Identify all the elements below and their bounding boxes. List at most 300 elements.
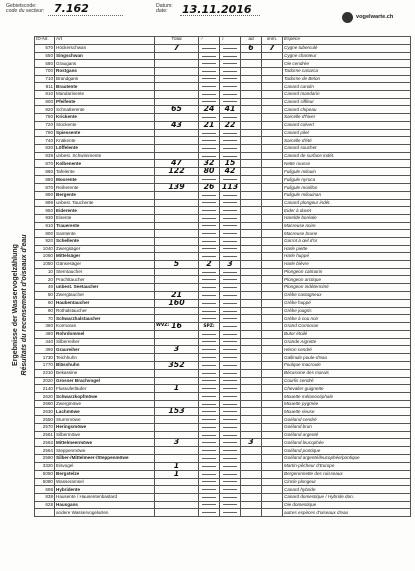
cell-imm[interactable] bbox=[262, 106, 283, 114]
cell-total[interactable] bbox=[155, 276, 199, 284]
cell-imm[interactable] bbox=[262, 268, 283, 276]
cell-total[interactable] bbox=[155, 168, 199, 176]
cell-imm[interactable] bbox=[262, 222, 283, 230]
cell-female[interactable] bbox=[220, 121, 241, 129]
cell-male[interactable] bbox=[199, 284, 220, 292]
cell-male[interactable] bbox=[199, 253, 220, 261]
cell-ad[interactable] bbox=[241, 393, 262, 401]
cell-imm[interactable] bbox=[262, 478, 283, 486]
cell-male[interactable] bbox=[199, 268, 220, 276]
cell-male[interactable] bbox=[199, 98, 220, 106]
cell-total[interactable] bbox=[155, 145, 199, 153]
cell-ad[interactable] bbox=[241, 431, 262, 439]
cell-total[interactable] bbox=[155, 230, 199, 238]
cell-ad[interactable] bbox=[241, 222, 262, 230]
cell-ad[interactable] bbox=[241, 176, 262, 184]
cell-female[interactable] bbox=[220, 439, 241, 447]
cell-ad[interactable] bbox=[241, 509, 262, 517]
cell-total[interactable] bbox=[155, 299, 199, 307]
cell-ad[interactable] bbox=[241, 276, 262, 284]
cell-male[interactable] bbox=[199, 245, 220, 253]
cell-male[interactable] bbox=[199, 83, 220, 91]
cell-total[interactable] bbox=[155, 385, 199, 393]
cell-imm[interactable] bbox=[262, 98, 283, 106]
cell-ad[interactable] bbox=[241, 493, 262, 501]
cell-female[interactable] bbox=[220, 315, 241, 323]
cell-male[interactable] bbox=[199, 276, 220, 284]
cell-imm[interactable] bbox=[262, 214, 283, 222]
cell-male[interactable] bbox=[199, 199, 220, 207]
cell-female[interactable] bbox=[220, 493, 241, 501]
cell-total[interactable] bbox=[155, 478, 199, 486]
cell-imm[interactable] bbox=[262, 393, 283, 401]
cell-male[interactable] bbox=[199, 455, 220, 463]
cell-imm[interactable] bbox=[262, 307, 283, 315]
cell-ad[interactable] bbox=[241, 114, 262, 122]
cell-ad[interactable] bbox=[241, 121, 262, 129]
cell-male[interactable] bbox=[199, 486, 220, 494]
cell-female[interactable] bbox=[220, 145, 241, 153]
cell-ad[interactable] bbox=[241, 268, 262, 276]
cell-male[interactable] bbox=[199, 400, 220, 408]
cell-total[interactable] bbox=[155, 424, 199, 432]
cell-ad[interactable] bbox=[241, 478, 262, 486]
cell-total[interactable] bbox=[155, 75, 199, 83]
cell-female[interactable] bbox=[220, 408, 241, 416]
cell-female[interactable] bbox=[220, 385, 241, 393]
cell-total[interactable] bbox=[155, 44, 199, 52]
cell-male[interactable] bbox=[199, 462, 220, 470]
cell-ad[interactable] bbox=[241, 83, 262, 91]
cell-total[interactable] bbox=[155, 268, 199, 276]
cell-imm[interactable] bbox=[262, 207, 283, 215]
cell-male[interactable] bbox=[199, 222, 220, 230]
cell-female[interactable] bbox=[220, 291, 241, 299]
cell-total[interactable] bbox=[155, 501, 199, 509]
cell-male[interactable] bbox=[199, 307, 220, 315]
cell-total[interactable] bbox=[155, 90, 199, 98]
cell-ad[interactable] bbox=[241, 338, 262, 346]
cell-total[interactable] bbox=[155, 222, 199, 230]
cell-imm[interactable] bbox=[262, 431, 283, 439]
cell-male[interactable] bbox=[199, 408, 220, 416]
cell-total[interactable] bbox=[155, 346, 199, 354]
cell-ad[interactable] bbox=[241, 214, 262, 222]
cell-imm[interactable] bbox=[262, 168, 283, 176]
cell-female[interactable] bbox=[220, 152, 241, 160]
cell-imm[interactable] bbox=[262, 486, 283, 494]
cell-imm[interactable] bbox=[262, 493, 283, 501]
cell-total[interactable] bbox=[155, 455, 199, 463]
cell-female[interactable] bbox=[220, 462, 241, 470]
cell-male[interactable] bbox=[199, 176, 220, 184]
cell-imm[interactable] bbox=[262, 330, 283, 338]
cell-male[interactable] bbox=[199, 509, 220, 517]
cell-ad[interactable] bbox=[241, 462, 262, 470]
cell-ad[interactable] bbox=[241, 230, 262, 238]
cell-male[interactable] bbox=[199, 106, 220, 114]
cell-total[interactable] bbox=[155, 253, 199, 261]
cell-female[interactable] bbox=[220, 447, 241, 455]
cell-female[interactable] bbox=[220, 268, 241, 276]
cell-female[interactable] bbox=[220, 307, 241, 315]
cell-imm[interactable] bbox=[262, 152, 283, 160]
cell-ad[interactable] bbox=[241, 400, 262, 408]
cell-imm[interactable] bbox=[262, 369, 283, 377]
cell-imm[interactable] bbox=[262, 400, 283, 408]
cell-male[interactable] bbox=[199, 424, 220, 432]
cell-imm[interactable] bbox=[262, 114, 283, 122]
cell-total[interactable] bbox=[155, 207, 199, 215]
cell-imm[interactable] bbox=[262, 385, 283, 393]
cell-female[interactable] bbox=[220, 470, 241, 478]
cell-total[interactable] bbox=[155, 52, 199, 60]
cell-ad[interactable] bbox=[241, 447, 262, 455]
cell-female[interactable] bbox=[220, 377, 241, 385]
cell-imm[interactable] bbox=[262, 338, 283, 346]
cell-female[interactable] bbox=[220, 44, 241, 52]
cell-imm[interactable] bbox=[262, 447, 283, 455]
cell-female[interactable] bbox=[220, 67, 241, 75]
cell-imm[interactable] bbox=[262, 291, 283, 299]
cell-total[interactable] bbox=[155, 486, 199, 494]
cell-imm[interactable] bbox=[262, 121, 283, 129]
cell-imm[interactable] bbox=[262, 160, 283, 168]
cell-ad[interactable] bbox=[241, 486, 262, 494]
cell-ad[interactable] bbox=[241, 98, 262, 106]
cell-imm[interactable] bbox=[262, 192, 283, 200]
cell-male[interactable] bbox=[199, 237, 220, 245]
cell-total[interactable] bbox=[155, 245, 199, 253]
cell-imm[interactable] bbox=[262, 439, 283, 447]
cell-female[interactable] bbox=[220, 137, 241, 145]
cell-male[interactable] bbox=[199, 439, 220, 447]
cell-female[interactable] bbox=[220, 299, 241, 307]
cell-ad[interactable] bbox=[241, 354, 262, 362]
cell-ad[interactable] bbox=[241, 346, 262, 354]
cell-imm[interactable] bbox=[262, 253, 283, 261]
cell-female[interactable] bbox=[220, 509, 241, 517]
cell-male[interactable] bbox=[199, 230, 220, 238]
cell-female[interactable] bbox=[220, 369, 241, 377]
cell-ad[interactable] bbox=[241, 207, 262, 215]
cell-imm[interactable] bbox=[262, 129, 283, 137]
cell-ad[interactable] bbox=[241, 253, 262, 261]
cell-male[interactable] bbox=[199, 145, 220, 153]
cell-ad[interactable] bbox=[241, 184, 262, 192]
cell-male[interactable] bbox=[199, 214, 220, 222]
cell-female[interactable] bbox=[220, 207, 241, 215]
cell-female[interactable] bbox=[220, 230, 241, 238]
cell-imm[interactable] bbox=[262, 354, 283, 362]
cell-total[interactable] bbox=[155, 377, 199, 385]
cell-male[interactable] bbox=[199, 44, 220, 52]
cell-imm[interactable] bbox=[262, 299, 283, 307]
cell-imm[interactable] bbox=[262, 90, 283, 98]
cell-imm[interactable] bbox=[262, 44, 283, 52]
cell-total[interactable] bbox=[155, 260, 199, 268]
cell-total[interactable] bbox=[155, 416, 199, 424]
cell-ad[interactable] bbox=[241, 315, 262, 323]
cell-imm[interactable] bbox=[262, 184, 283, 192]
cell-imm[interactable] bbox=[262, 408, 283, 416]
cell-imm[interactable] bbox=[262, 501, 283, 509]
cell-ad[interactable] bbox=[241, 330, 262, 338]
cell-total[interactable] bbox=[155, 322, 199, 330]
cell-ad[interactable] bbox=[241, 424, 262, 432]
cell-total[interactable] bbox=[155, 330, 199, 338]
cell-total[interactable] bbox=[155, 393, 199, 401]
cell-female[interactable] bbox=[220, 129, 241, 137]
cell-total[interactable] bbox=[155, 83, 199, 91]
cell-male[interactable] bbox=[199, 330, 220, 338]
cell-male[interactable] bbox=[199, 90, 220, 98]
cell-ad[interactable] bbox=[241, 260, 262, 268]
cell-total[interactable] bbox=[155, 408, 199, 416]
cell-female[interactable] bbox=[220, 393, 241, 401]
cell-imm[interactable] bbox=[262, 260, 283, 268]
cell-imm[interactable] bbox=[262, 346, 283, 354]
cell-male[interactable] bbox=[199, 377, 220, 385]
cell-ad[interactable] bbox=[241, 237, 262, 245]
cell-male[interactable] bbox=[199, 338, 220, 346]
cell-imm[interactable] bbox=[262, 416, 283, 424]
cell-ad[interactable] bbox=[241, 137, 262, 145]
cell-male[interactable] bbox=[199, 299, 220, 307]
cell-imm[interactable] bbox=[262, 67, 283, 75]
cell-female[interactable] bbox=[220, 90, 241, 98]
cell-total[interactable] bbox=[155, 369, 199, 377]
cell-female[interactable] bbox=[220, 455, 241, 463]
cell-ad[interactable] bbox=[241, 52, 262, 60]
cell-male[interactable] bbox=[199, 184, 220, 192]
cell-female[interactable] bbox=[220, 260, 241, 268]
cell-ad[interactable] bbox=[241, 60, 262, 68]
cell-ad[interactable] bbox=[241, 455, 262, 463]
cell-ad[interactable] bbox=[241, 75, 262, 83]
cell-imm[interactable] bbox=[262, 52, 283, 60]
cell-total[interactable] bbox=[155, 338, 199, 346]
cell-female[interactable] bbox=[220, 478, 241, 486]
cell-imm[interactable] bbox=[262, 237, 283, 245]
cell-total[interactable] bbox=[155, 60, 199, 68]
cell-total[interactable] bbox=[155, 439, 199, 447]
cell-female[interactable] bbox=[220, 98, 241, 106]
cell-ad[interactable] bbox=[241, 439, 262, 447]
cell-female[interactable] bbox=[220, 83, 241, 91]
cell-ad[interactable] bbox=[241, 199, 262, 207]
cell-ad[interactable] bbox=[241, 307, 262, 315]
cell-male[interactable] bbox=[199, 129, 220, 137]
cell-female[interactable] bbox=[220, 52, 241, 60]
cell-male[interactable] bbox=[199, 315, 220, 323]
cell-female[interactable] bbox=[220, 400, 241, 408]
cell-female[interactable] bbox=[220, 330, 241, 338]
cell-male[interactable] bbox=[199, 52, 220, 60]
cell-female[interactable] bbox=[220, 346, 241, 354]
cell-ad[interactable] bbox=[241, 299, 262, 307]
cell-male[interactable] bbox=[199, 207, 220, 215]
cell-total[interactable] bbox=[155, 470, 199, 478]
cell-female[interactable] bbox=[220, 222, 241, 230]
cell-female[interactable] bbox=[220, 501, 241, 509]
cell-imm[interactable] bbox=[262, 470, 283, 478]
cell-female[interactable] bbox=[220, 284, 241, 292]
cell-female[interactable] bbox=[220, 192, 241, 200]
cell-male[interactable] bbox=[199, 447, 220, 455]
cell-male[interactable] bbox=[199, 160, 220, 168]
cell-imm[interactable] bbox=[262, 60, 283, 68]
cell-total[interactable] bbox=[155, 114, 199, 122]
cell-female[interactable] bbox=[220, 237, 241, 245]
cell-total[interactable] bbox=[155, 137, 199, 145]
area-code-value[interactable]: 7.162 bbox=[54, 2, 89, 15]
cell-female[interactable] bbox=[220, 199, 241, 207]
cell-male[interactable] bbox=[199, 322, 220, 330]
cell-total[interactable] bbox=[155, 462, 199, 470]
cell-ad[interactable] bbox=[241, 322, 262, 330]
cell-male[interactable] bbox=[199, 478, 220, 486]
cell-imm[interactable] bbox=[262, 377, 283, 385]
cell-ad[interactable] bbox=[241, 284, 262, 292]
cell-total[interactable] bbox=[155, 447, 199, 455]
cell-imm[interactable] bbox=[262, 230, 283, 238]
cell-female[interactable] bbox=[220, 114, 241, 122]
cell-total[interactable] bbox=[155, 431, 199, 439]
cell-ad[interactable] bbox=[241, 160, 262, 168]
cell-ad[interactable] bbox=[241, 501, 262, 509]
cell-male[interactable] bbox=[199, 152, 220, 160]
cell-ad[interactable] bbox=[241, 408, 262, 416]
cell-imm[interactable] bbox=[262, 245, 283, 253]
cell-female[interactable] bbox=[220, 361, 241, 369]
cell-total[interactable] bbox=[155, 184, 199, 192]
cell-imm[interactable] bbox=[262, 199, 283, 207]
cell-male[interactable] bbox=[199, 260, 220, 268]
cell-male[interactable] bbox=[199, 393, 220, 401]
cell-imm[interactable] bbox=[262, 424, 283, 432]
cell-ad[interactable] bbox=[241, 106, 262, 114]
cell-female[interactable] bbox=[220, 75, 241, 83]
cell-male[interactable] bbox=[199, 67, 220, 75]
cell-imm[interactable] bbox=[262, 509, 283, 517]
cell-ad[interactable] bbox=[241, 129, 262, 137]
cell-ad[interactable] bbox=[241, 90, 262, 98]
cell-female[interactable] bbox=[220, 168, 241, 176]
cell-ad[interactable] bbox=[241, 152, 262, 160]
cell-total[interactable] bbox=[155, 214, 199, 222]
cell-imm[interactable] bbox=[262, 145, 283, 153]
cell-ad[interactable] bbox=[241, 416, 262, 424]
cell-total[interactable] bbox=[155, 98, 199, 106]
cell-ad[interactable] bbox=[241, 192, 262, 200]
cell-total[interactable] bbox=[155, 152, 199, 160]
cell-total[interactable] bbox=[155, 509, 199, 517]
cell-male[interactable] bbox=[199, 416, 220, 424]
cell-male[interactable] bbox=[199, 369, 220, 377]
cell-male[interactable] bbox=[199, 431, 220, 439]
cell-imm[interactable] bbox=[262, 455, 283, 463]
cell-imm[interactable] bbox=[262, 83, 283, 91]
cell-total[interactable] bbox=[155, 291, 199, 299]
cell-ad[interactable] bbox=[241, 470, 262, 478]
cell-female[interactable] bbox=[220, 338, 241, 346]
cell-female[interactable] bbox=[220, 214, 241, 222]
cell-imm[interactable] bbox=[262, 284, 283, 292]
cell-total[interactable] bbox=[155, 129, 199, 137]
cell-male[interactable] bbox=[199, 137, 220, 145]
cell-total[interactable] bbox=[155, 237, 199, 245]
cell-female[interactable] bbox=[220, 245, 241, 253]
cell-male[interactable] bbox=[199, 361, 220, 369]
cell-ad[interactable] bbox=[241, 168, 262, 176]
cell-imm[interactable] bbox=[262, 361, 283, 369]
cell-ad[interactable] bbox=[241, 385, 262, 393]
cell-male[interactable] bbox=[199, 114, 220, 122]
cell-male[interactable] bbox=[199, 493, 220, 501]
cell-female[interactable] bbox=[220, 416, 241, 424]
cell-total[interactable] bbox=[155, 106, 199, 114]
cell-total[interactable] bbox=[155, 493, 199, 501]
cell-total[interactable] bbox=[155, 176, 199, 184]
cell-ad[interactable] bbox=[241, 291, 262, 299]
cell-male[interactable] bbox=[199, 121, 220, 129]
cell-total[interactable] bbox=[155, 400, 199, 408]
cell-ad[interactable] bbox=[241, 67, 262, 75]
date-value[interactable]: 13.11.2016 bbox=[182, 3, 252, 16]
cell-ad[interactable] bbox=[241, 377, 262, 385]
cell-total[interactable] bbox=[155, 192, 199, 200]
cell-female[interactable] bbox=[220, 176, 241, 184]
cell-female[interactable] bbox=[220, 276, 241, 284]
cell-total[interactable] bbox=[155, 307, 199, 315]
cell-male[interactable] bbox=[199, 501, 220, 509]
cell-female[interactable] bbox=[220, 322, 241, 330]
cell-male[interactable] bbox=[199, 346, 220, 354]
cell-ad[interactable] bbox=[241, 245, 262, 253]
cell-female[interactable] bbox=[220, 60, 241, 68]
cell-male[interactable] bbox=[199, 291, 220, 299]
cell-male[interactable] bbox=[199, 385, 220, 393]
cell-ad[interactable] bbox=[241, 369, 262, 377]
cell-total[interactable] bbox=[155, 315, 199, 323]
cell-male[interactable] bbox=[199, 75, 220, 83]
cell-ad[interactable] bbox=[241, 361, 262, 369]
cell-imm[interactable] bbox=[262, 176, 283, 184]
cell-total[interactable] bbox=[155, 67, 199, 75]
cell-ad[interactable] bbox=[241, 44, 262, 52]
cell-total[interactable] bbox=[155, 354, 199, 362]
cell-male[interactable] bbox=[199, 470, 220, 478]
cell-imm[interactable] bbox=[262, 322, 283, 330]
cell-total[interactable] bbox=[155, 160, 199, 168]
cell-total[interactable] bbox=[155, 199, 199, 207]
cell-female[interactable] bbox=[220, 431, 241, 439]
cell-male[interactable] bbox=[199, 168, 220, 176]
cell-female[interactable] bbox=[220, 160, 241, 168]
cell-female[interactable] bbox=[220, 106, 241, 114]
cell-female[interactable] bbox=[220, 424, 241, 432]
cell-total[interactable] bbox=[155, 361, 199, 369]
cell-male[interactable] bbox=[199, 354, 220, 362]
cell-male[interactable] bbox=[199, 192, 220, 200]
cell-female[interactable] bbox=[220, 486, 241, 494]
cell-imm[interactable] bbox=[262, 75, 283, 83]
cell-female[interactable] bbox=[220, 184, 241, 192]
cell-imm[interactable] bbox=[262, 315, 283, 323]
cell-total[interactable] bbox=[155, 284, 199, 292]
cell-female[interactable] bbox=[220, 354, 241, 362]
